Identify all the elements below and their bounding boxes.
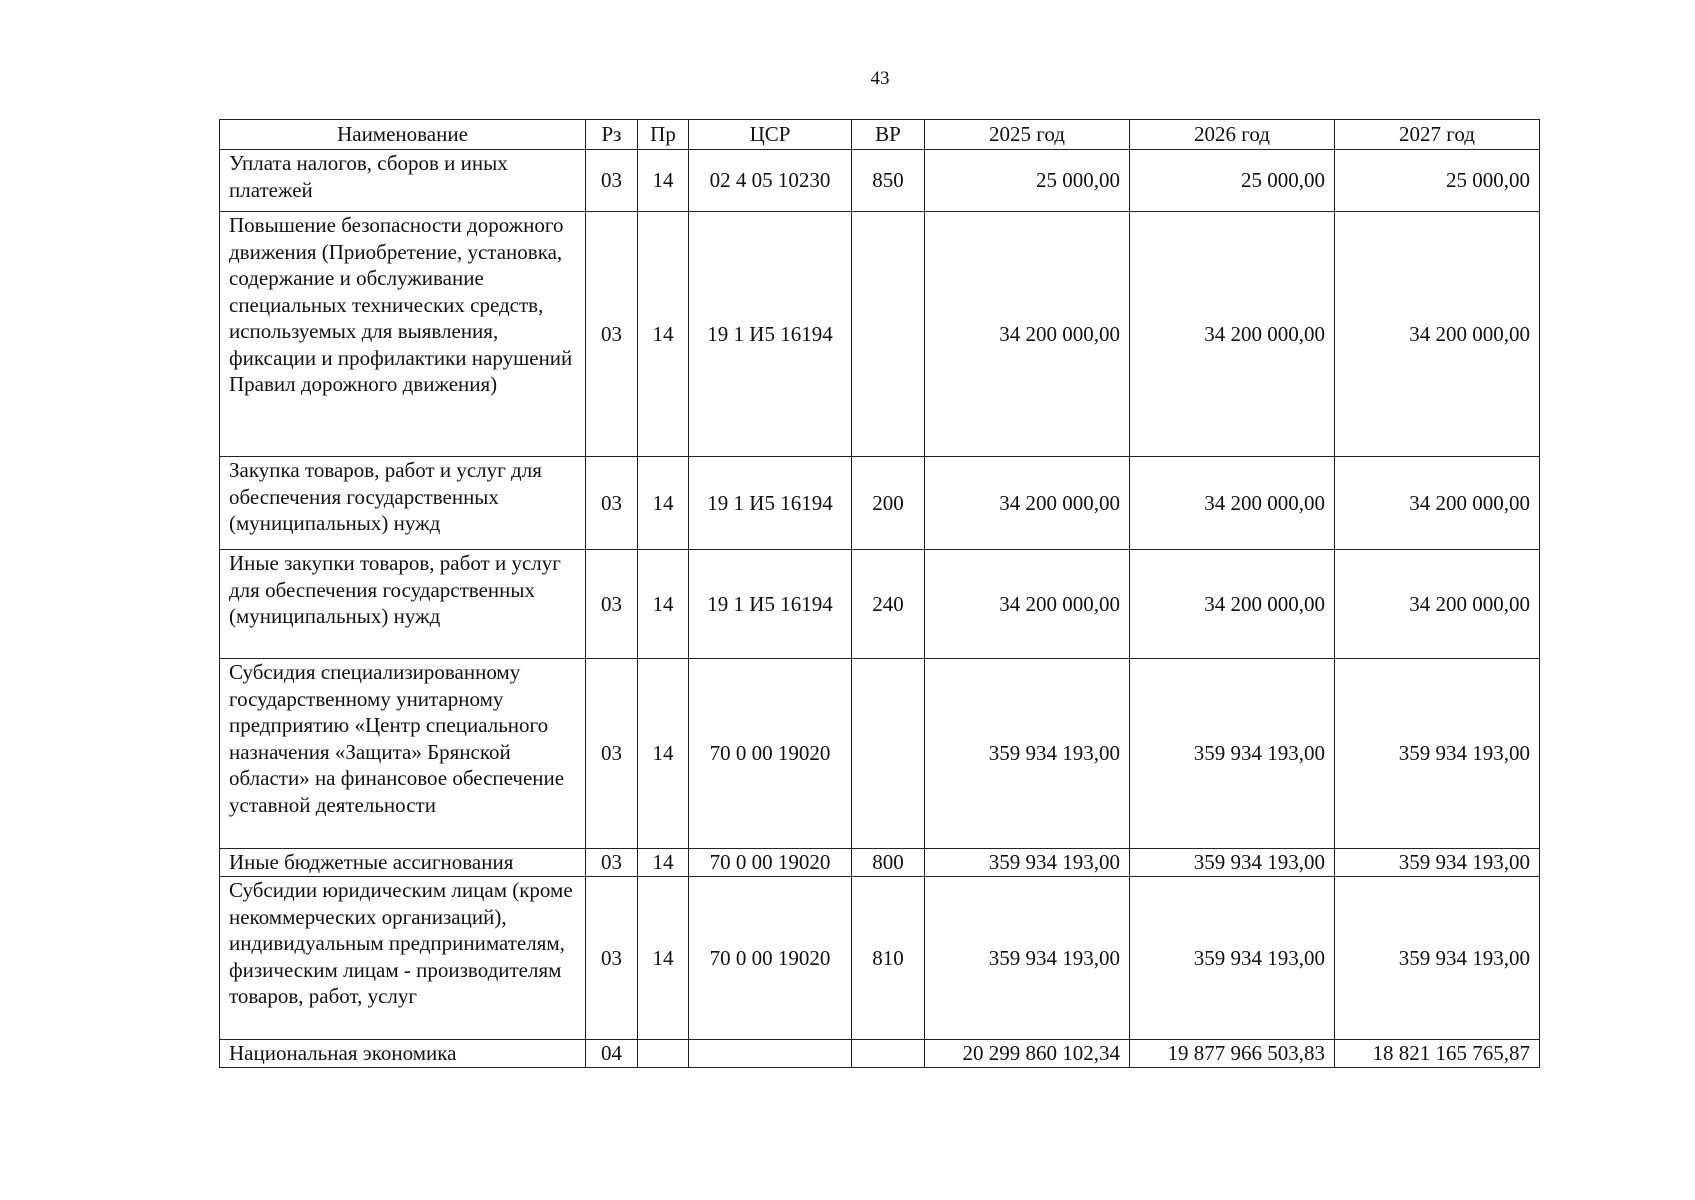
page-number: 43 <box>870 68 890 89</box>
cell-2025: 359 934 193,00 <box>925 659 1130 849</box>
cell-2025: 359 934 193,00 <box>925 877 1130 1040</box>
cell-2026: 359 934 193,00 <box>1130 659 1335 849</box>
cell-csr: 19 1 И5 16194 <box>689 212 852 457</box>
cell-rz: 03 <box>586 212 638 457</box>
table-row <box>220 457 1540 550</box>
cell-rz: 03 <box>586 849 638 877</box>
header-pr: Пр <box>638 120 689 150</box>
cell-2025: 34 200 000,00 <box>925 212 1130 457</box>
cell-pr: 14 <box>638 659 689 849</box>
cell-vr: 850 <box>852 150 925 212</box>
cell-rz: 03 <box>586 457 638 550</box>
cell-csr: 70 0 00 19020 <box>689 877 852 1040</box>
cell-name: Национальная экономика <box>220 1040 586 1068</box>
cell-2027: 359 934 193,00 <box>1335 877 1540 1040</box>
cell-2025: 25 000,00 <box>925 150 1130 212</box>
cell-csr: 70 0 00 19020 <box>689 659 852 849</box>
cell-pr: 14 <box>638 150 689 212</box>
cell-csr <box>689 1040 852 1068</box>
cell-2025: 34 200 000,00 <box>925 457 1130 550</box>
cell-csr: 02 4 05 10230 <box>689 150 852 212</box>
header-vr: ВР <box>852 120 925 150</box>
cell-csr: 19 1 И5 16194 <box>689 550 852 659</box>
cell-name: Субсидия специализированному государственному унитарному предприятию «Центр специального назначения «Защита» Брянской области» на финансовое обеспечение уставной деятельности <box>220 659 586 849</box>
cell-2026: 34 200 000,00 <box>1130 457 1335 550</box>
cell-2027: 34 200 000,00 <box>1335 457 1540 550</box>
cell-2026: 25 000,00 <box>1130 150 1335 212</box>
table-row <box>220 659 1540 849</box>
cell-vr <box>852 212 925 457</box>
table-row <box>220 849 1540 877</box>
cell-rz: 03 <box>586 877 638 1040</box>
cell-vr <box>852 1040 925 1068</box>
table-row <box>220 150 1540 212</box>
table-header-row <box>220 120 1540 150</box>
cell-vr: 800 <box>852 849 925 877</box>
header-2025: 2025 год <box>925 120 1130 150</box>
budget-table <box>219 119 1540 1068</box>
cell-csr: 70 0 00 19020 <box>689 849 852 877</box>
table-row <box>220 1040 1540 1068</box>
cell-pr <box>638 1040 689 1068</box>
cell-2027: 25 000,00 <box>1335 150 1540 212</box>
cell-2026: 34 200 000,00 <box>1130 212 1335 457</box>
cell-2025: 359 934 193,00 <box>925 849 1130 877</box>
header-rz: Рз <box>586 120 638 150</box>
header-2027: 2027 год <box>1335 120 1540 150</box>
cell-name: Субсидии юридическим лицам (кроме некоммерческих организаций), индивидуальным предпринимателям, физическим лицам - производителям товаров, работ, услуг <box>220 877 586 1040</box>
cell-rz: 03 <box>586 150 638 212</box>
cell-2027: 359 934 193,00 <box>1335 659 1540 849</box>
cell-2026: 34 200 000,00 <box>1130 550 1335 659</box>
cell-2025: 20 299 860 102,34 <box>925 1040 1130 1068</box>
cell-rz: 03 <box>586 659 638 849</box>
cell-pr: 14 <box>638 877 689 1040</box>
cell-name: Закупка товаров, работ и услуг для обеспечения государственных (муниципальных) нужд <box>220 457 586 550</box>
cell-2027: 18 821 165 765,87 <box>1335 1040 1540 1068</box>
cell-pr: 14 <box>638 849 689 877</box>
header-name: Наименование <box>220 120 586 150</box>
cell-name: Уплата налогов, сборов и иных платежей <box>220 150 586 212</box>
cell-2025: 34 200 000,00 <box>925 550 1130 659</box>
cell-vr: 240 <box>852 550 925 659</box>
cell-2026: 359 934 193,00 <box>1130 849 1335 877</box>
cell-vr: 810 <box>852 877 925 1040</box>
cell-pr: 14 <box>638 457 689 550</box>
cell-pr: 14 <box>638 212 689 457</box>
header-csr: ЦСР <box>689 120 852 150</box>
table-row <box>220 877 1540 1040</box>
cell-name: Иные бюджетные ассигнования <box>220 849 586 877</box>
cell-vr <box>852 659 925 849</box>
table-row <box>220 212 1540 457</box>
cell-rz: 03 <box>586 550 638 659</box>
cell-2026: 19 877 966 503,83 <box>1130 1040 1335 1068</box>
table-row <box>220 550 1540 659</box>
cell-2027: 34 200 000,00 <box>1335 550 1540 659</box>
header-2026: 2026 год <box>1130 120 1335 150</box>
cell-rz: 04 <box>586 1040 638 1068</box>
cell-2026: 359 934 193,00 <box>1130 877 1335 1040</box>
cell-pr: 14 <box>638 550 689 659</box>
cell-csr: 19 1 И5 16194 <box>689 457 852 550</box>
cell-vr: 200 <box>852 457 925 550</box>
cell-name: Иные закупки товаров, работ и услуг для обеспечения государственных (муниципальных) нужд <box>220 550 586 659</box>
cell-2027: 359 934 193,00 <box>1335 849 1540 877</box>
cell-name: Повышение безопасности дорожного движения (Приобретение, установка, содержание и обслуживание специальных технических средств, используемых для выявления, фиксации и профилактики нарушений Правил дорожного движения) <box>220 212 586 457</box>
cell-2027: 34 200 000,00 <box>1335 212 1540 457</box>
